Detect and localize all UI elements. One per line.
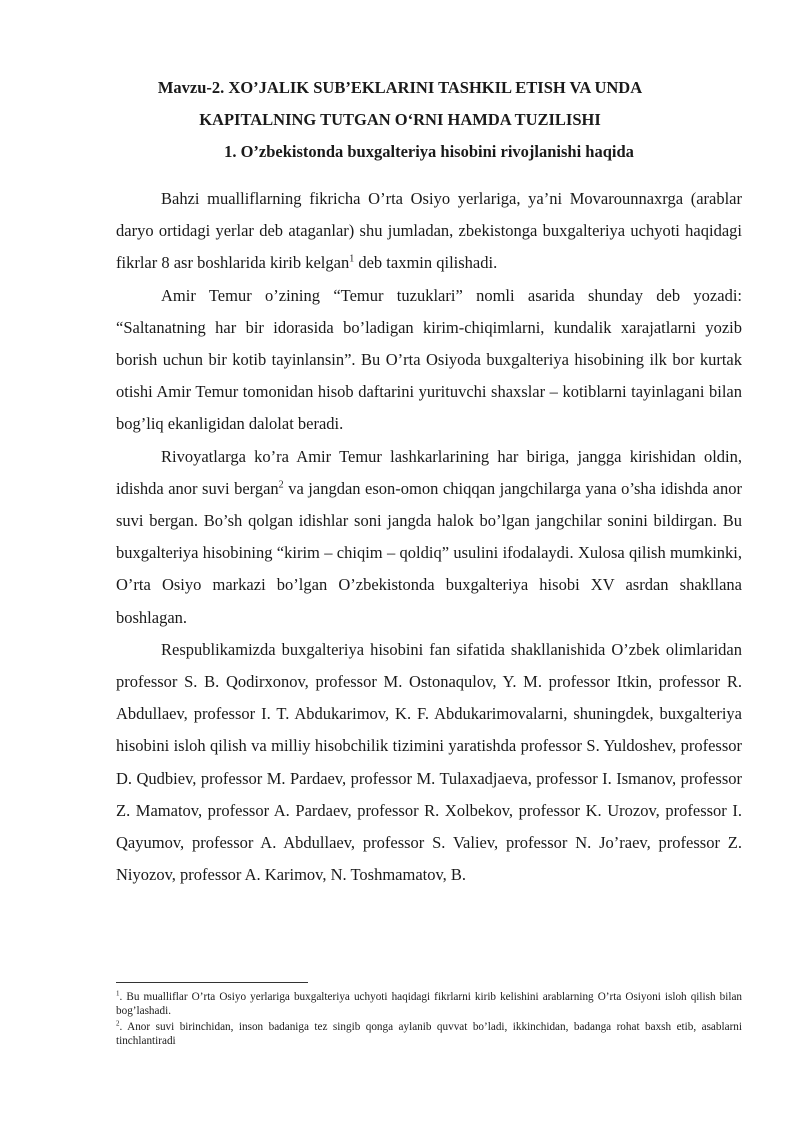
paragraph-3-text: Rivoyatlarga ko’ra Amir Temur lashkarlarining har biriga, jangga kirishidan oldin, idishda anor suvi bergan bbox=[116, 446, 742, 498]
section-heading: 1. O’zbekistonda buxgalteriya hisobini rivojlanishi haqida bbox=[224, 142, 634, 161]
footnote-2-text: . Anor suvi birinchidan, inson badaniga tez singib qonga aylanib quvvat bo’ladi, ikkinchidan, badanga rohat baxsh etib, asablarni tinchlantiradi bbox=[116, 1020, 742, 1048]
footnote-1-text: . Bu mualliflar O’rta Osiyo yerlariga buxgalteriya uchyoti haqidagi fikrlarni kirib kelishini arablarning O’rta Osiyoni isloh qilish bilan bog’lashadi. bbox=[116, 991, 742, 1018]
footnote-ref-2: 2 bbox=[278, 479, 284, 491]
page-title bbox=[58, 0, 742, 136]
paragraph-4: Respublikamizda buxgalteriya hisobini fan sifatida shakllanishida O’zbek olimlaridan professor S. B. Qodirxonov, professor M. Ostonaqulov, Y. M. professor Itkin, professor R. Abdullaev, professor I. T. Abdukarimov, K. F. Abdukarimovalarni, shuningdek, buxgalteriya hisobini isloh qilish va milliy hisobchilik tizimini yaratishda professor S. Yuldoshev, professor D. Qudbiev, professor M. Pardaev, professor M. Tulaxadjaeva, professor I. Ismanov, professor Z. Mamatov, professor A. Pardaev, professor R. Xolbekov, professor K. Urozov, professor I. Qayumov, professor A. Abdullaev, professor S. Valiev, professor N. Jo’raev, professor Z. Niyozov, professor A. Karimov, N. Toshmamatov, B. bbox=[116, 639, 742, 885]
footnote-ref-1: 1 bbox=[349, 253, 355, 265]
paragraph-3-text-end: va jangdan eson-omon chiqqan jangchilarga yana o’sha idishda anor suvi bergan. Bo’sh qolgan idishlar soni jangda halok bo’lgan jangchilar sonini bildirgan. Bu buxgalteriya hisobining “kirim – chiqim – qoldiq” usulini ifodalaydi. Xulosa qilish mumkinki, O’rta Osiyo markazi bo’lgan O’zbekistonda buxgalteriya hisobi XV asrdan shakllana boshlagan. bbox=[116, 478, 742, 627]
paragraph-1 bbox=[116, 183, 742, 280]
title-line-1: Mavzu-2. XO’JALIK SUB’EKLARINI TASHKIL ETISH VA UNDA bbox=[157, 78, 643, 97]
paragraph-1-text-end: deb taxmin qilishadi. bbox=[354, 253, 498, 273]
paragraph-3 bbox=[116, 441, 742, 634]
footnote-2 bbox=[116, 1020, 742, 1049]
document-body bbox=[116, 183, 742, 891]
footnote-1 bbox=[116, 990, 742, 1019]
footnotes bbox=[116, 990, 742, 1050]
footnote-mark-1: 1 bbox=[116, 989, 120, 998]
paragraph-2: Amir Temur o’zining “Temur tuzuklari” nomli asarida shunday deb yozadi: “Saltanatning har bir idorasida bo’ladigan kirim-chiqimlarni, kundalik xarajatlarni yozib borish uchun bir kotib tayinlansin”. Bu O’rta Osiyoda buxgalteriya hisobining ilk bor kurtak otishi Amir Temur tomonidan hisob daftarini yurituvchi shaxslar – kotiblarni tayinlagani bilan bog’liq ekanligidan dalolat beradi. bbox=[116, 285, 742, 434]
title-line-2: KAPITALNING TUTGAN O‘RNI HAMDA TUZILISHI bbox=[199, 110, 601, 129]
footnote-divider bbox=[116, 982, 308, 983]
footnote-mark-2: 2 bbox=[116, 1019, 120, 1028]
paragraph-1-text: Bahzi mualliflarning fikricha O’rta Osiyo yerlariga, ya’ni Movarounnaxrga (arablar daryo ortidagi yerlar deb ataganlar) shu jumladan, zbekistonga buxgalteriya uchyoti haqidagi fikrlar 8 asr boshlarida kirib kelgan bbox=[116, 189, 742, 273]
